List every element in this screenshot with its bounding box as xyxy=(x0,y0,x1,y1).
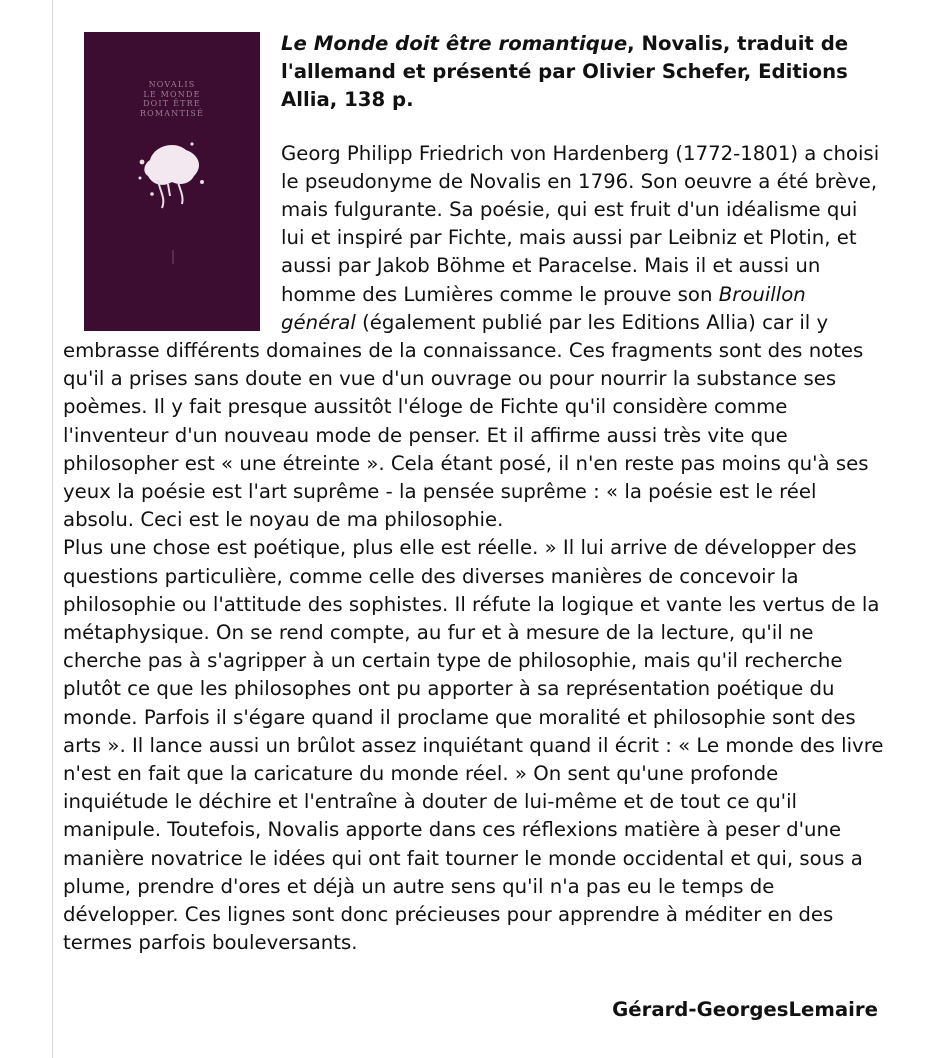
review-intro-continued: (également publié par les Editions Allia) car il y embrasse différents domaines de la connaissance. Ces fragments sont des notes qu'il a prises sans doute en vue d'un ouvrage ou pour nourrir la substance ses poèmes. Il y fait presque aussitôt l'éloge de Fichte qu'il considère comme l'inventeur d'un nouveau mode de penser. Et il affirme aussi très vite que philosopher est « une étreinte ». Cela étant posé, il n'en reste pas moins qu'à ses yeux la poésie est l'art suprême - la pensée suprême : « la poésie est le réel absolu. Ceci est le noyau de ma philosophie. xyxy=(63,310,869,532)
review-paragraph-2: Plus une chose est poétique, plus elle est réelle. » Il lui arrive de développer des questions particulière, comme celle des diverses manières de concevoir la philosophie ou l'attitude des sophistes. Il réfute la logique et vante les vertus de la métaphysique. On se rend compte, au fur et à mesure de la lecture, qu'il ne cherche pas à s'agripper à un certain type de philosophie, mais qu'il recherche plutôt ce que les philosophes ont pu apporter à sa représentation poétique du monde. Parfois il s'égare quand il proclame que moralité et philosophie sont des arts ». Il lance aussi un brûlot assez inquiétant quand il écrit : « Le monde des livre n'est en fait que la caricature du monde réel. » On sent qu'une profonde inquiétude le déchire et l'entraîne à douter de lui-même et de tout ce qu'il manipule. Toutefois, Novalis apporte dans ces réflexions matière à peser d'une manière novatrice le idées qui ont fait tourner le monde occidental et qui, sous a plume, prendre d'ores et déjà un autre sens qu'il n'a pas eu le temps de développer. Ces lignes sont donc précieuses pour apprendre à méditer en des termes parfois bouleversants. xyxy=(63,536,884,955)
cover-title-line-2: DOIT ÊTRE xyxy=(143,99,201,108)
cover-title-line-1: LE MONDE xyxy=(143,89,201,99)
book-cover-image xyxy=(84,32,260,331)
book-title: Le Monde doit être romantique xyxy=(281,32,628,55)
cover-illustration xyxy=(132,132,212,232)
book-cover-text xyxy=(84,80,260,118)
book-review-article xyxy=(63,30,885,958)
book-details: , Novalis, traduit de l'allemand et présenté par Olivier Schefer, Editions Allia, 138 p. xyxy=(281,32,849,112)
review-intro-text: Georg Philipp Friedrich von Hardenberg (1772-1801) a choisi le pseudonyme de Novalis en 1796. Son oeuvre a été brève, mais fulgurante. Sa poésie, qui est fruit d'un idéalisme qui lui et inspiré par Fichte, mais aussi par Leibniz et Plotin, et aussi par Jakob Böhme et Paracelse. Mais il et aussi un homme des Lumières comme le prouve son xyxy=(281,141,880,306)
cover-spine-mark xyxy=(172,250,174,264)
left-border-line xyxy=(52,0,53,1058)
cover-title-line-3: ROMANTISÉ xyxy=(139,108,205,118)
cover-author: NOVALIS xyxy=(148,80,196,89)
author-signature: Gérard-GeorgesLemaire xyxy=(612,998,878,1021)
brouillon-general-title: Brouillon général xyxy=(281,282,806,334)
